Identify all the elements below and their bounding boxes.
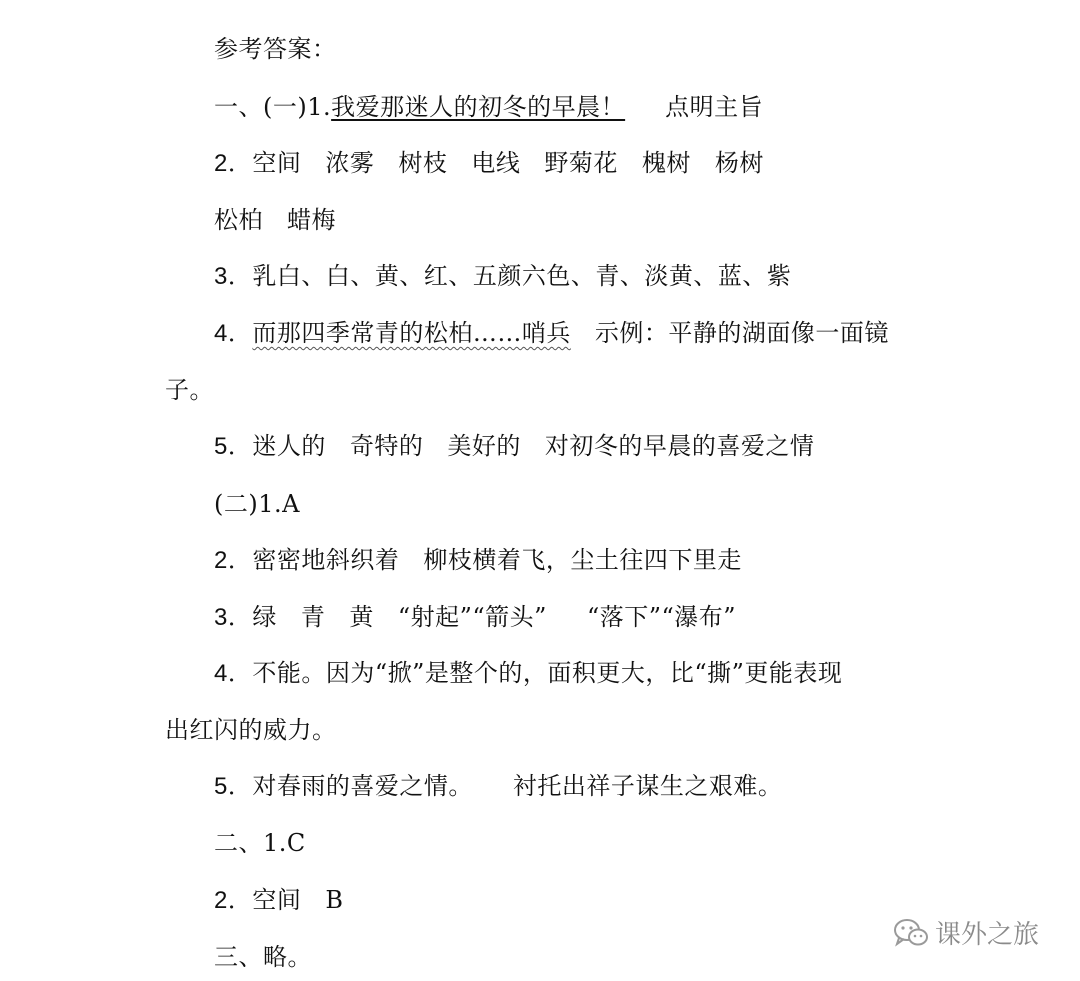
s2-q4-label: 4． [214, 660, 253, 687]
s2-q4-text: 不能。因为“掀”是整个的，面积更大，比“撕”更能表现 [252, 659, 843, 687]
s2-q2-label: 2． [214, 547, 253, 574]
s2-q3-word: 黄 [349, 603, 374, 631]
answer-2-3 [214, 601, 736, 633]
s2-q3-quotes-a: “射起”“箭头” [397, 603, 547, 631]
answer-part3 [214, 941, 312, 973]
q2-word: 松柏 [214, 206, 263, 234]
q1-note: 点明主旨 [665, 93, 764, 121]
answer-1-2-cont [214, 204, 336, 236]
wechat-icon [893, 918, 929, 948]
answer-2-5 [214, 770, 782, 802]
q2-word: 蜡梅 [287, 206, 336, 234]
answer-1-4 [214, 317, 889, 349]
q4-label: 4． [214, 320, 253, 347]
page-title [214, 33, 337, 65]
answer-1-2 [214, 147, 764, 179]
q3-label: 3． [214, 263, 253, 290]
q2-word: 槐树 [641, 149, 691, 177]
q5-word: 迷人的 [252, 432, 326, 460]
s2-q5-b: 衬托出祥子谋生之艰难。 [512, 772, 783, 800]
q2-word: 空间 [252, 149, 302, 177]
q2-label: 2． [214, 150, 253, 177]
watermark-text: 课外之旅 [935, 920, 1040, 950]
q5-word: 对初冬的早晨的喜爱之情 [544, 432, 815, 460]
watermark [893, 914, 1039, 951]
q4-example: 示例：平静的湖面像一面镜 [594, 319, 889, 347]
s2-q5-label: 5． [214, 773, 253, 800]
q3-text: 乳白、白、黄、红、五颜六色、青、淡黄、蓝、紫 [252, 262, 792, 290]
answer-1-5 [214, 430, 814, 462]
s2-q3-word: 绿 [252, 603, 277, 631]
answer-2-4 [214, 657, 842, 689]
s2-q3-word: 青 [300, 603, 326, 631]
q1-answer: 我爱那迷人的初冬的早晨！ [331, 93, 626, 121]
p2-q2-label: 2． [214, 887, 253, 914]
answer-part2-2 [214, 884, 344, 916]
answer-2-2 [214, 544, 742, 576]
s2-q2-a: 密密地斜织着 [252, 546, 400, 574]
q2-word: 杨树 [714, 149, 764, 177]
q5-label: 5． [214, 433, 253, 460]
answer-2-4-cont [165, 714, 337, 746]
answer-part2-1 [214, 827, 306, 859]
q2-word: 电线 [471, 149, 521, 177]
s2-q1: (二)1.A [214, 490, 300, 518]
q5-word: 美好的 [447, 432, 521, 460]
answer-1-4-cont [165, 374, 214, 406]
s2-q3-label: 3． [214, 604, 253, 631]
q2-word: 野菊花 [544, 149, 618, 177]
p3-text: 三、略。 [214, 943, 312, 971]
title-text: 参考答案： [214, 35, 337, 63]
answer-2-1 [214, 488, 300, 520]
p2-q2-a: 空间 [252, 886, 302, 914]
p2-q2-b: B [325, 886, 344, 914]
q4-quote: 而那四季常青的松柏……哨兵 [252, 319, 571, 347]
q5-word: 奇特的 [349, 432, 424, 460]
answer-1-1 [214, 91, 763, 123]
s2-q3-quotes-b: “落下”“瀑布” [586, 603, 737, 631]
q1-prefix: 一、(一)1. [214, 93, 332, 121]
s2-q5-a: 对春雨的喜爱之情。 [252, 772, 473, 800]
s2-q2-b: 柳枝横着飞，尘土往四下里走 [423, 546, 742, 574]
answer-1-3 [214, 260, 791, 292]
q2-word: 树枝 [398, 149, 448, 177]
p2-q1: 二、1.C [214, 829, 306, 857]
q2-word: 浓雾 [325, 149, 375, 177]
q4-example-cont: 子。 [165, 376, 214, 404]
s2-q4-cont: 出红闪的威力。 [165, 716, 337, 744]
